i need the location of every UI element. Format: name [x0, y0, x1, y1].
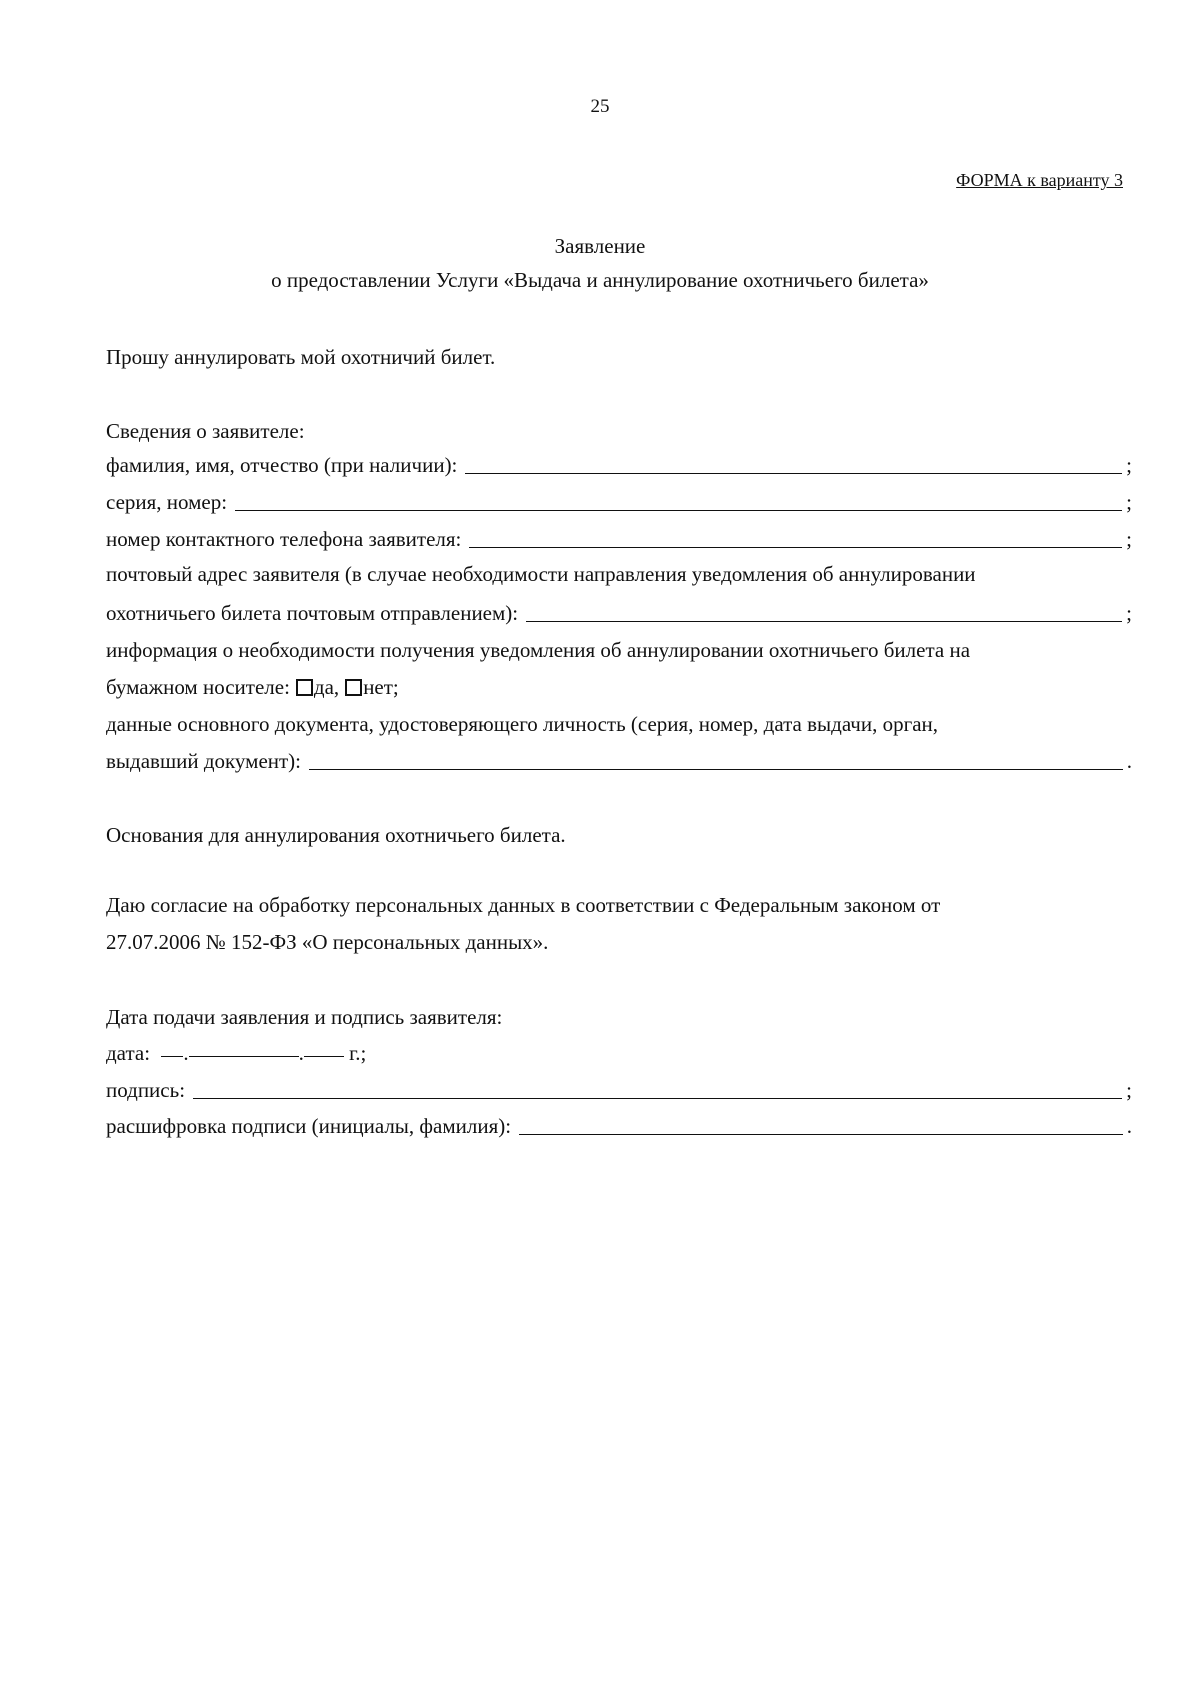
id-doc-line1: данные основного документа, удостоверяющего личность (серия, номер, дата выдачи, орган,: [106, 712, 939, 736]
id-doc-field: [106, 746, 1132, 774]
request-text: Прошу аннулировать мой охотничий билет.: [106, 345, 496, 369]
document-subtitle: о предоставлении Услуги «Выдача и аннулирование охотничьего билета»: [271, 268, 929, 292]
postal-label-line2: охотничьего билета почтовым отправлением):: [106, 601, 519, 625]
signature-decoding-input-line[interactable]: [519, 1133, 1123, 1135]
phone-field: [106, 524, 1132, 552]
date-separator: .: [298, 1041, 304, 1065]
postal-field: [106, 598, 1132, 626]
end-mark: ;: [1126, 490, 1132, 514]
signature-decoding-label: расшифровка подписи (инициалы, фамилия):: [106, 1114, 512, 1138]
applicant-heading: Сведения о заявителе:: [106, 419, 305, 443]
signature-heading: Дата подачи заявления и подпись заявителя:: [106, 1005, 503, 1029]
signature-input-line[interactable]: [193, 1097, 1122, 1099]
postal-input-line[interactable]: [526, 620, 1122, 622]
date-separator: .: [183, 1041, 189, 1065]
postal-label-line1: почтовый адрес заявителя (в случае необходимости направления уведомления об аннулировании: [106, 562, 976, 586]
date-label: дата:: [106, 1041, 151, 1065]
id-doc-input-line[interactable]: [309, 768, 1123, 770]
option-no-label: нет;: [363, 675, 399, 699]
checkbox-yes[interactable]: [296, 679, 313, 696]
page-number: 25: [590, 96, 610, 117]
consent-line1: Даю согласие на обработку персональных данных в соответствии с Федеральным законом от: [106, 893, 941, 917]
phone-input-line[interactable]: [469, 546, 1122, 548]
end-mark: .: [1126, 1114, 1132, 1138]
end-mark: ;: [1126, 1078, 1132, 1102]
signature-field: [106, 1075, 1132, 1103]
series-number-label: серия, номер:: [106, 490, 228, 514]
end-mark: .: [1126, 749, 1132, 773]
full-name-input-line[interactable]: [465, 472, 1122, 474]
date-suffix: г.;: [349, 1041, 367, 1065]
series-number-field: [106, 487, 1132, 515]
full-name-field: [106, 450, 1132, 478]
end-mark: ;: [1126, 601, 1132, 625]
signature-label: подпись:: [106, 1078, 186, 1102]
end-mark: ;: [1126, 527, 1132, 551]
full-name-label: фамилия, имя, отчество (при наличии):: [106, 453, 458, 477]
date-day-line[interactable]: [161, 1055, 183, 1057]
form-reference: ФОРМА к варианту 3: [956, 170, 1123, 190]
option-yes-label: да,: [313, 675, 340, 699]
paper-notice-line1: информация о необходимости получения уведомления об аннулировании охотничьего билета на: [106, 638, 971, 662]
date-year-line[interactable]: [304, 1055, 344, 1057]
series-number-input-line[interactable]: [235, 509, 1122, 511]
date-month-line[interactable]: [189, 1055, 299, 1057]
phone-label: номер контактного телефона заявителя:: [106, 527, 462, 551]
checkbox-no[interactable]: [345, 679, 362, 696]
paper-notice-options: [106, 674, 399, 700]
id-doc-label: выдавший документ):: [106, 749, 302, 773]
end-mark: ;: [1126, 453, 1132, 477]
signature-decoding-field: [106, 1111, 1132, 1139]
consent-line2: 27.07.2006 № 152-ФЗ «О персональных данных».: [106, 930, 549, 954]
grounds-text: Основания для аннулирования охотничьего билета.: [106, 823, 566, 847]
date-field: [106, 1040, 366, 1066]
paper-notice-prefix: бумажном носителе:: [106, 675, 290, 699]
document-title: Заявление: [554, 234, 646, 258]
